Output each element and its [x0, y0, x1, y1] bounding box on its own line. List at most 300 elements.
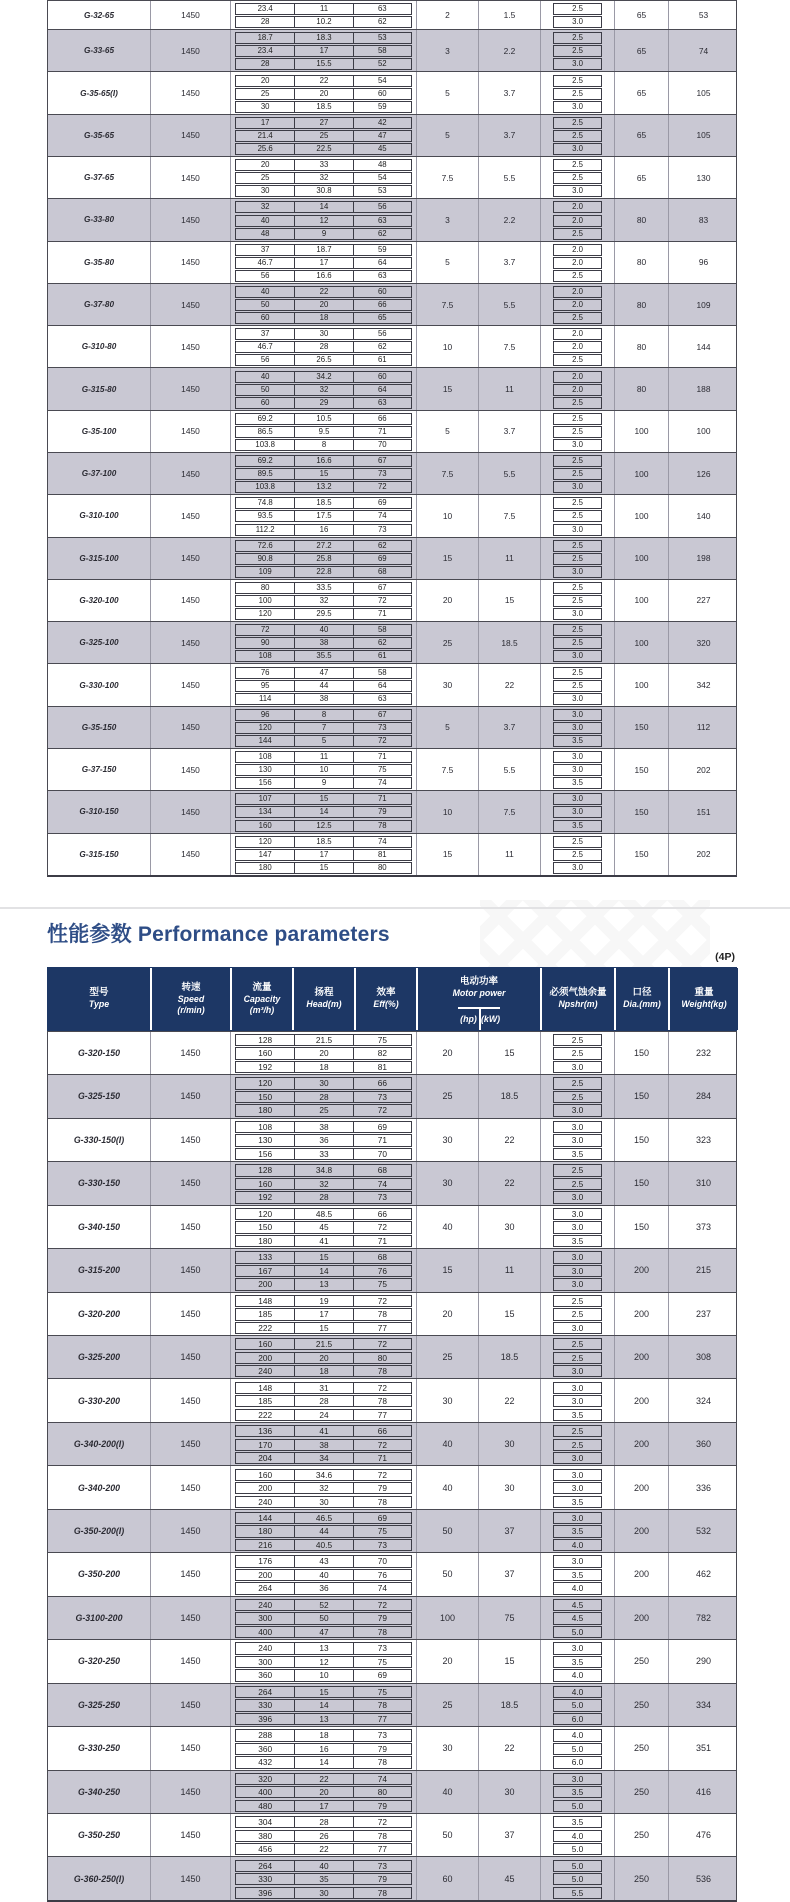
hp-cell: 25: [416, 1684, 478, 1726]
npshr-value: 2.5: [553, 1034, 602, 1046]
weight-cell: 109: [668, 284, 738, 325]
sub-row: [235, 1743, 412, 1755]
flow-head-eff-cells: [230, 1293, 416, 1335]
npshr-value: 2.5: [553, 1295, 602, 1307]
weight-cell: 83: [668, 199, 738, 240]
npshr-value: 3.0: [553, 722, 602, 734]
capacity-value: 380: [258, 1830, 273, 1841]
eff-value: 70: [353, 1556, 411, 1566]
sub-row: [235, 693, 412, 705]
npshr-cells: [540, 115, 614, 156]
npshr-value: 4.0: [553, 1686, 602, 1698]
npshr-value: 2.5: [553, 582, 602, 594]
flow-head-eff-cells: [230, 1423, 416, 1465]
sub-row: [235, 3, 412, 15]
eff-value: 75: [353, 1657, 411, 1667]
weight-cell: 290: [668, 1640, 738, 1682]
flow-head-eff-cells: [230, 1162, 416, 1204]
capacity-value: 109: [258, 566, 272, 576]
sub-row: [235, 172, 412, 184]
npshr-value: 3.0: [553, 1382, 602, 1394]
eff-value: 56: [353, 202, 411, 212]
flow-head-eff-cells: [230, 707, 416, 748]
weight-cell: 237: [668, 1293, 738, 1335]
eff-value: 72: [353, 1817, 411, 1827]
table-row: [48, 706, 736, 748]
eff-value: 68: [353, 1165, 411, 1175]
sub-row: [235, 312, 412, 324]
npshr-value: 3.0: [553, 650, 602, 662]
table-row: [48, 537, 736, 579]
flow-head-eff-cells: [230, 284, 416, 325]
speed-cell: 1450: [150, 30, 230, 71]
capacity-value: 90: [260, 638, 270, 648]
sub-row: [235, 371, 412, 383]
head-value: 33.5: [294, 583, 352, 593]
table-row: [48, 452, 736, 494]
head-value: 13: [294, 1714, 352, 1724]
head-value: 36: [294, 1583, 352, 1593]
section-title-zh: 性能参数: [47, 922, 132, 946]
table-row: [48, 1161, 736, 1204]
model-cell: G-350-200: [77, 1569, 121, 1580]
dia-cell: 200: [614, 1293, 668, 1335]
npshr-value: 2.5: [553, 312, 602, 324]
speed-cell: 1450: [150, 495, 230, 536]
head-value: 36: [294, 1135, 352, 1145]
eff-value: 72: [353, 736, 411, 746]
speed-cell: 1450: [150, 1684, 230, 1726]
head-value: 32: [294, 1483, 352, 1493]
kw-cell: 11: [478, 538, 540, 579]
npshr-value: 5.0: [553, 1699, 602, 1711]
capacity-value: 288: [258, 1730, 273, 1741]
capacity-value: 396: [258, 1713, 273, 1724]
sub-row: [235, 88, 412, 100]
hp-cell: 30: [416, 1119, 478, 1161]
sub-row: [235, 257, 412, 269]
sub-row: [235, 1860, 412, 1872]
head-value: 12.5: [294, 821, 352, 831]
capacity-value: 156: [258, 778, 272, 788]
speed-cell: 1450: [150, 1597, 230, 1639]
sub-row: [235, 455, 412, 467]
model-cell: G-320-150: [77, 1048, 121, 1059]
eff-value: 77: [353, 1323, 411, 1333]
capacity-value: 160: [258, 1178, 273, 1189]
kw-cell: 18.5: [478, 1336, 540, 1378]
speed-cell: 1450: [150, 1510, 230, 1552]
speed-cell: 1450: [150, 1119, 230, 1161]
table-row: [48, 1335, 736, 1378]
model-cell: G-33-65: [83, 46, 115, 56]
capacity-value: 320: [258, 1773, 273, 1784]
kw-cell: 3.7: [478, 242, 540, 283]
npshr-value: 2.5: [553, 228, 602, 240]
capacity-value: 46.7: [257, 257, 273, 267]
sub-row: [235, 624, 412, 636]
model-cell: G-330-100: [79, 680, 119, 690]
head-value: 28: [294, 1396, 352, 1406]
capacity-value: 133: [258, 1252, 273, 1263]
capacity-value: 185: [258, 1309, 273, 1320]
speed-cell: 1450: [150, 199, 230, 240]
kw-cell: 75: [478, 1597, 540, 1639]
header-dia-en: Dia.(mm): [623, 999, 661, 1010]
capacity-value: 80: [260, 582, 270, 592]
eff-value: 48: [353, 160, 411, 170]
sub-row: [235, 1569, 412, 1581]
sub-row: [235, 16, 412, 28]
head-value: 9: [294, 229, 352, 239]
head-value: 10: [294, 1670, 352, 1680]
npshr-value: 3.0: [553, 709, 602, 721]
capacity-value: 432: [258, 1757, 273, 1768]
weight-cell: 416: [668, 1771, 738, 1813]
head-value: 10: [294, 765, 352, 775]
head-value: 18: [294, 1062, 352, 1072]
head-value: 13: [294, 1279, 352, 1289]
head-value: 38: [294, 694, 352, 704]
model-cell: G-325-250: [77, 1699, 121, 1710]
kw-cell: 11: [478, 368, 540, 409]
head-value: 34: [294, 1453, 352, 1463]
npshr-value: 3.0: [553, 1221, 602, 1233]
npshr-value: 3.0: [553, 101, 602, 113]
sub-row: [235, 1208, 412, 1220]
npshr-cells: [540, 495, 614, 536]
npshr-value: 2.5: [553, 1047, 602, 1059]
eff-value: 47: [353, 131, 411, 141]
eff-value: 53: [353, 33, 411, 43]
eff-value: 69: [353, 1122, 411, 1132]
head-value: 32: [294, 1179, 352, 1189]
sub-row: [235, 1626, 412, 1638]
dia-cell: 65: [614, 72, 668, 113]
head-value: 18: [294, 1730, 352, 1740]
sub-row: [235, 1482, 412, 1494]
weight-cell: 100: [668, 411, 738, 452]
weight-cell: 105: [668, 72, 738, 113]
header-eff-zh: 效率: [376, 987, 396, 999]
eff-value: 63: [353, 398, 411, 408]
head-value: 17: [294, 258, 352, 268]
table-row: [48, 1509, 736, 1552]
npshr-value: 3.0: [553, 693, 602, 705]
model-cell: G-315-100: [79, 553, 119, 563]
npshr-value: 4.0: [553, 1729, 602, 1741]
model-cell: G-360-250(I): [73, 1873, 125, 1884]
model-cell: G-340-150: [77, 1221, 121, 1232]
kw-cell: 7.5: [478, 495, 540, 536]
npshr-cells: [540, 411, 614, 452]
head-value: 45: [294, 1222, 352, 1232]
sub-row: [235, 413, 412, 425]
capacity-value: 144: [258, 1512, 273, 1523]
sub-row: [235, 1278, 412, 1290]
capacity-value: 160: [258, 1048, 273, 1059]
npshr-value: 3.5: [553, 1816, 602, 1828]
weight-cell: 536: [668, 1857, 738, 1899]
eff-value: 72: [353, 1296, 411, 1306]
head-value: 14: [294, 1757, 352, 1767]
speed-cell: 1450: [150, 1379, 230, 1421]
kw-cell: 11: [478, 834, 540, 875]
dia-cell: 100: [614, 622, 668, 663]
kw-cell: 22: [478, 1727, 540, 1769]
npshr-value: 2.5: [553, 510, 602, 522]
capacity-value: 264: [258, 1860, 273, 1871]
sub-row: [235, 1382, 412, 1394]
table-row: [48, 1726, 736, 1769]
capacity-value: 56: [260, 270, 270, 280]
head-value: 31: [294, 1383, 352, 1393]
weight-cell: 334: [668, 1684, 738, 1726]
npshr-cells: [540, 453, 614, 494]
npshr-value: 4.0: [553, 1582, 602, 1594]
eff-value: 72: [353, 1383, 411, 1393]
capacity-value: 160: [258, 1469, 273, 1480]
table-row: [48, 1205, 736, 1248]
speed-cell: 1450: [150, 157, 230, 198]
npshr-cells: [540, 834, 614, 875]
head-value: 9: [294, 778, 352, 788]
npshr-cells: [540, 242, 614, 283]
head-value: 40: [294, 1570, 352, 1580]
npshr-value: 4.0: [553, 1539, 602, 1551]
sub-row: [235, 426, 412, 438]
flow-head-eff-cells: [230, 1771, 416, 1813]
head-value: 21.5: [294, 1035, 352, 1045]
head-value: 40: [294, 1861, 352, 1871]
npshr-cells: [540, 1466, 614, 1508]
table-row: [48, 71, 736, 113]
head-value: 18.7: [294, 245, 352, 255]
hp-cell: 30: [416, 1379, 478, 1421]
npshr-value: 3.5: [553, 735, 602, 747]
head-value: 10.5: [294, 414, 352, 424]
npshr-value: 2.0: [553, 244, 602, 256]
sub-row: [235, 58, 412, 70]
hp-cell: 50: [416, 1814, 478, 1856]
eff-value: 74: [353, 778, 411, 788]
capacity-value: 160: [258, 1339, 273, 1350]
eff-value: 42: [353, 118, 411, 128]
flow-head-eff-cells: [230, 1814, 416, 1856]
capacity-value: 400: [258, 1787, 273, 1798]
eff-value: 60: [353, 372, 411, 382]
capacity-value: 76: [260, 667, 270, 677]
dia-cell: 80: [614, 368, 668, 409]
hp-cell: 3: [416, 30, 478, 71]
npshr-value: 2.5: [553, 667, 602, 679]
weight-cell: 202: [668, 749, 738, 790]
dia-cell: 100: [614, 664, 668, 705]
speed-cell: 1450: [150, 453, 230, 494]
model-cell: G-35-65: [83, 130, 115, 140]
npshr-cells: [540, 72, 614, 113]
dia-cell: 200: [614, 1379, 668, 1421]
npshr-value: 2.5: [553, 354, 602, 366]
dia-cell: 250: [614, 1727, 668, 1769]
weight-cell: 215: [668, 1249, 738, 1291]
capacity-value: 150: [258, 1222, 273, 1233]
pole-count-label: (4P): [715, 950, 735, 963]
head-value: 20: [294, 89, 352, 99]
header-motor-en: Motor power: [452, 987, 506, 998]
eff-value: 64: [353, 385, 411, 395]
npshr-cells: [540, 791, 614, 832]
npshr-cells: [540, 580, 614, 621]
hp-cell: 30: [416, 664, 478, 705]
sub-row: [235, 1773, 412, 1785]
eff-value: 72: [353, 1105, 411, 1115]
npshr-cells: [540, 1640, 614, 1682]
capacity-value: 69.2: [257, 413, 273, 423]
capacity-value: 50: [260, 384, 270, 394]
sub-row: [235, 751, 412, 763]
capacity-value: 74.8: [257, 498, 273, 508]
head-value: 9.5: [294, 427, 352, 437]
head-value: 47: [294, 668, 352, 678]
kw-cell: 3.7: [478, 115, 540, 156]
sub-row: [235, 1686, 412, 1698]
npshr-value: 2.5: [553, 637, 602, 649]
sub-row: [235, 1235, 412, 1247]
flow-head-eff-cells: [230, 411, 416, 452]
npshr-cells: [540, 1684, 614, 1726]
sub-row: [235, 159, 412, 171]
sub-row: [235, 32, 412, 44]
capacity-value: 240: [258, 1366, 273, 1377]
table-row: [48, 1422, 736, 1465]
weight-cell: 105: [668, 115, 738, 156]
head-value: 44: [294, 1526, 352, 1536]
header-weight-en: Weight(kg): [681, 999, 727, 1010]
head-value: 24: [294, 1410, 352, 1420]
eff-value: 59: [353, 102, 411, 112]
model-cell: G-37-100: [81, 469, 117, 479]
sub-row: [235, 1887, 412, 1899]
model-cell: G-340-250: [77, 1786, 121, 1797]
flow-head-eff-cells: [230, 1553, 416, 1595]
weight-cell: 351: [668, 1727, 738, 1769]
head-value: 20: [294, 300, 352, 310]
head-value: 52: [294, 1600, 352, 1610]
sub-row: [235, 595, 412, 607]
kw-cell: 1.5: [478, 1, 540, 29]
sub-row: [235, 130, 412, 142]
hp-cell: 40: [416, 1466, 478, 1508]
sub-row: [235, 836, 412, 848]
npshr-value: 3.5: [553, 1656, 602, 1668]
flow-head-eff-cells: [230, 1336, 416, 1378]
eff-value: 45: [353, 144, 411, 154]
head-value: 16.6: [294, 271, 352, 281]
dia-cell: 150: [614, 749, 668, 790]
eff-value: 68: [353, 567, 411, 577]
model-cell: G-35-150: [81, 722, 117, 732]
capacity-value: 170: [258, 1439, 273, 1450]
flow-head-eff-cells: [230, 368, 416, 409]
eff-value: 71: [353, 1236, 411, 1246]
sub-row: [235, 608, 412, 620]
eff-value: 52: [353, 59, 411, 69]
capacity-value: 30: [260, 101, 270, 111]
speed-cell: 1450: [150, 580, 230, 621]
capacity-value: 330: [258, 1700, 273, 1711]
hp-cell: 2: [416, 1, 478, 29]
eff-value: 75: [353, 1526, 411, 1536]
sub-row: [235, 341, 412, 353]
npshr-value: 3.5: [553, 1786, 602, 1798]
sub-row: [235, 1439, 412, 1451]
eff-value: 72: [353, 1470, 411, 1480]
sub-row: [235, 667, 412, 679]
npshr-value: 2.0: [553, 371, 602, 383]
npshr-value: 2.0: [553, 257, 602, 269]
dia-cell: 250: [614, 1684, 668, 1726]
header-speed-en: Speed: [177, 993, 205, 1004]
head-value: 15: [294, 794, 352, 804]
capacity-value: 120: [258, 836, 272, 846]
eff-value: 62: [353, 17, 411, 27]
capacity-value: 185: [258, 1396, 273, 1407]
header-motor-zh: 电动功率: [459, 975, 498, 987]
head-value: 18.5: [294, 498, 352, 508]
npshr-value: 3.5: [553, 777, 602, 789]
npshr-value: 2.5: [553, 595, 602, 607]
eff-value: 78: [353, 1309, 411, 1319]
head-value: 44: [294, 681, 352, 691]
npshr-value: 5.0: [553, 1860, 602, 1872]
dia-cell: 200: [614, 1336, 668, 1378]
eff-value: 73: [353, 723, 411, 733]
capacity-value: 180: [258, 1526, 273, 1537]
dia-cell: 100: [614, 495, 668, 536]
capacity-value: 240: [258, 1496, 273, 1507]
eff-value: 65: [353, 313, 411, 323]
npshr-value: 3.0: [553, 524, 602, 536]
dia-cell: 150: [614, 1119, 668, 1161]
model-cell: G-35-65(I): [80, 88, 118, 98]
table-row: [48, 790, 736, 832]
npshr-value: 2.5: [553, 497, 602, 509]
capacity-value: 147: [258, 849, 272, 859]
speed-cell: 1450: [150, 115, 230, 156]
hp-cell: 15: [416, 1249, 478, 1291]
eff-value: 54: [353, 76, 411, 86]
header-speed-unit: (r/min): [177, 1004, 205, 1015]
eff-value: 56: [353, 329, 411, 339]
head-value: 22.8: [294, 567, 352, 577]
head-value: 27.2: [294, 541, 352, 551]
npshr-value: 2.5: [553, 680, 602, 692]
npshr-cells: [540, 1293, 614, 1335]
header-type-en: Type: [88, 999, 110, 1010]
npshr-value: 3.0: [553, 862, 602, 874]
kw-cell: 2.2: [478, 30, 540, 71]
model-cell: G-340-200(I): [73, 1439, 125, 1450]
eff-value: 76: [353, 1266, 411, 1276]
npshr-value: 5.0: [553, 1843, 602, 1855]
kw-cell: 15: [478, 580, 540, 621]
eff-value: 69: [353, 1513, 411, 1523]
sub-row: [235, 862, 412, 874]
header-weight: [668, 968, 738, 1030]
eff-value: 71: [353, 1453, 411, 1463]
capacity-value: 40: [260, 286, 270, 296]
